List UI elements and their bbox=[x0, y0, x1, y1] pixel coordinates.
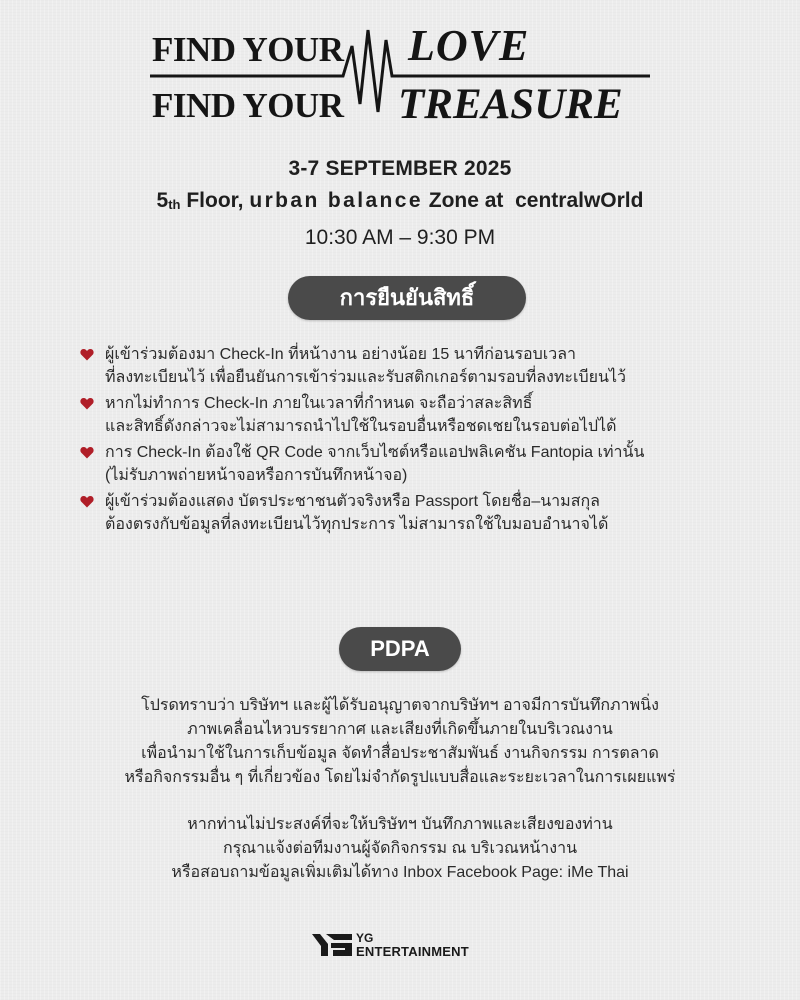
event-venue bbox=[0, 189, 800, 213]
yg-wordmark-bottom: ENTERTAINMENT bbox=[356, 944, 469, 959]
event-time: 10:30 AM – 9:30 PM bbox=[304, 226, 496, 249]
rule-item bbox=[80, 490, 780, 536]
pdpa-line: กรุณาแจ้งต่อทีมงานผู้จัดกิจกรรม ณ บริเวณหน้างาน bbox=[222, 840, 578, 857]
rights-heading-pill: การยืนยันสิทธิ์ bbox=[288, 276, 526, 320]
rule-line: ที่ลงทะเบียนไว้ เพื่อยืนยันการเข้าร่วมและรับสติกเกอร์ตามรอบที่ลงทะเบียนไว้ bbox=[105, 369, 626, 386]
pdpa-line: ภาพเคลื่อนไหวบรรยากาศ และเสียงที่เกิดขึ้นภายในบริเวณงาน bbox=[187, 721, 613, 738]
pdpa-line: เพื่อนำมาใช้ในการเก็บข้อมูล จัดทำสื่อประชาสัมพันธ์ งานกิจกรรม การตลาด bbox=[141, 745, 659, 762]
venue-floor-suffix: th bbox=[168, 197, 181, 212]
yg-wordmark bbox=[356, 932, 469, 958]
rule-line: ผู้เข้าร่วมต้องมา Check-In ที่หน้างาน อย่างน้อย 15 นาทีก่อนรอบเวลา bbox=[105, 346, 577, 363]
venue-floor bbox=[157, 189, 250, 212]
rule-line: และสิทธิ์ดังกล่าวจะไม่สามารถนำไปใช้ในรอบอื่นหรือชดเชยในรอบต่อไปได้ bbox=[105, 418, 617, 435]
pdpa-paragraph-1 bbox=[0, 694, 800, 790]
venue-location: Zone at centralwOrld bbox=[422, 189, 644, 212]
logo-find-your-2: FIND YOUR bbox=[152, 86, 344, 125]
rule-item bbox=[80, 392, 780, 438]
heart-icon bbox=[80, 446, 94, 459]
pdpa-line: โปรดทราบว่า บริษัทฯ และผู้ได้รับอนุญาตจากบริษัทฯ อาจมีการบันทึกภาพนิ่ง bbox=[141, 697, 659, 714]
rule-item bbox=[80, 343, 780, 389]
heart-icon bbox=[80, 348, 94, 361]
venue-zone: urban balance bbox=[249, 189, 423, 212]
pdpa-line: หรือสอบถามข้อมูลเพิ่มเติมได้ทาง Inbox Facebook Page: iMe Thai bbox=[171, 864, 629, 881]
logo-treasure: TREASURE bbox=[398, 81, 623, 128]
heart-icon bbox=[80, 495, 94, 508]
rule-line: หากไม่ทำการ Check-In ภายในเวลาที่กำหนด จะถือว่าสละสิทธิ์ bbox=[105, 395, 533, 412]
venue-floor-word: Floor, bbox=[180, 189, 250, 212]
venue-floor-number: 5 bbox=[156, 189, 169, 212]
rule-line: (ไม่รับภาพถ่ายหน้าจอหรือการบันทึกหน้าจอ) bbox=[105, 467, 408, 484]
event-logo bbox=[0, 0, 800, 150]
yg-wordmark-top: YG bbox=[356, 931, 374, 945]
logo-love: LOVE bbox=[408, 21, 530, 70]
yg-mark-icon bbox=[312, 932, 352, 958]
pdpa-line: หรือกิจกรรมอื่น ๆ ที่เกี่ยวข้อง โดยไม่จำกัดรูปแบบสื่อและระยะเวลาในการเผยแพร่ bbox=[124, 769, 676, 786]
event-date: 3-7 SEPTEMBER 2025 bbox=[288, 157, 512, 180]
pdpa-line: หากท่านไม่ประสงค์ที่จะให้บริษัทฯ บันทึกภาพและเสียงของท่าน bbox=[187, 816, 613, 833]
rule-line: ผู้เข้าร่วมต้องแสดง บัตรประชาชนตัวจริงหรือ Passport โดยชื่อ–นามสกุล bbox=[105, 493, 600, 510]
pdpa-paragraph-2 bbox=[0, 813, 800, 885]
heart-icon bbox=[80, 397, 94, 410]
yg-entertainment-logo bbox=[312, 928, 492, 962]
logo-find-your-1: FIND YOUR bbox=[152, 30, 344, 69]
rights-rules-list bbox=[80, 343, 780, 539]
rule-line: การ Check-In ต้องใช้ QR Code จากเว็บไซต์หรือแอปพลิเคชัน Fantopia เท่านั้น bbox=[105, 444, 645, 461]
pdpa-heading-pill: PDPA bbox=[339, 627, 461, 671]
rule-line: ต้องตรงกับข้อมูลที่ลงทะเบียนไว้ทุกประการ ไม่สามารถใช้ใบมอบอำนาจได้ bbox=[105, 516, 609, 533]
rule-item bbox=[80, 441, 780, 487]
